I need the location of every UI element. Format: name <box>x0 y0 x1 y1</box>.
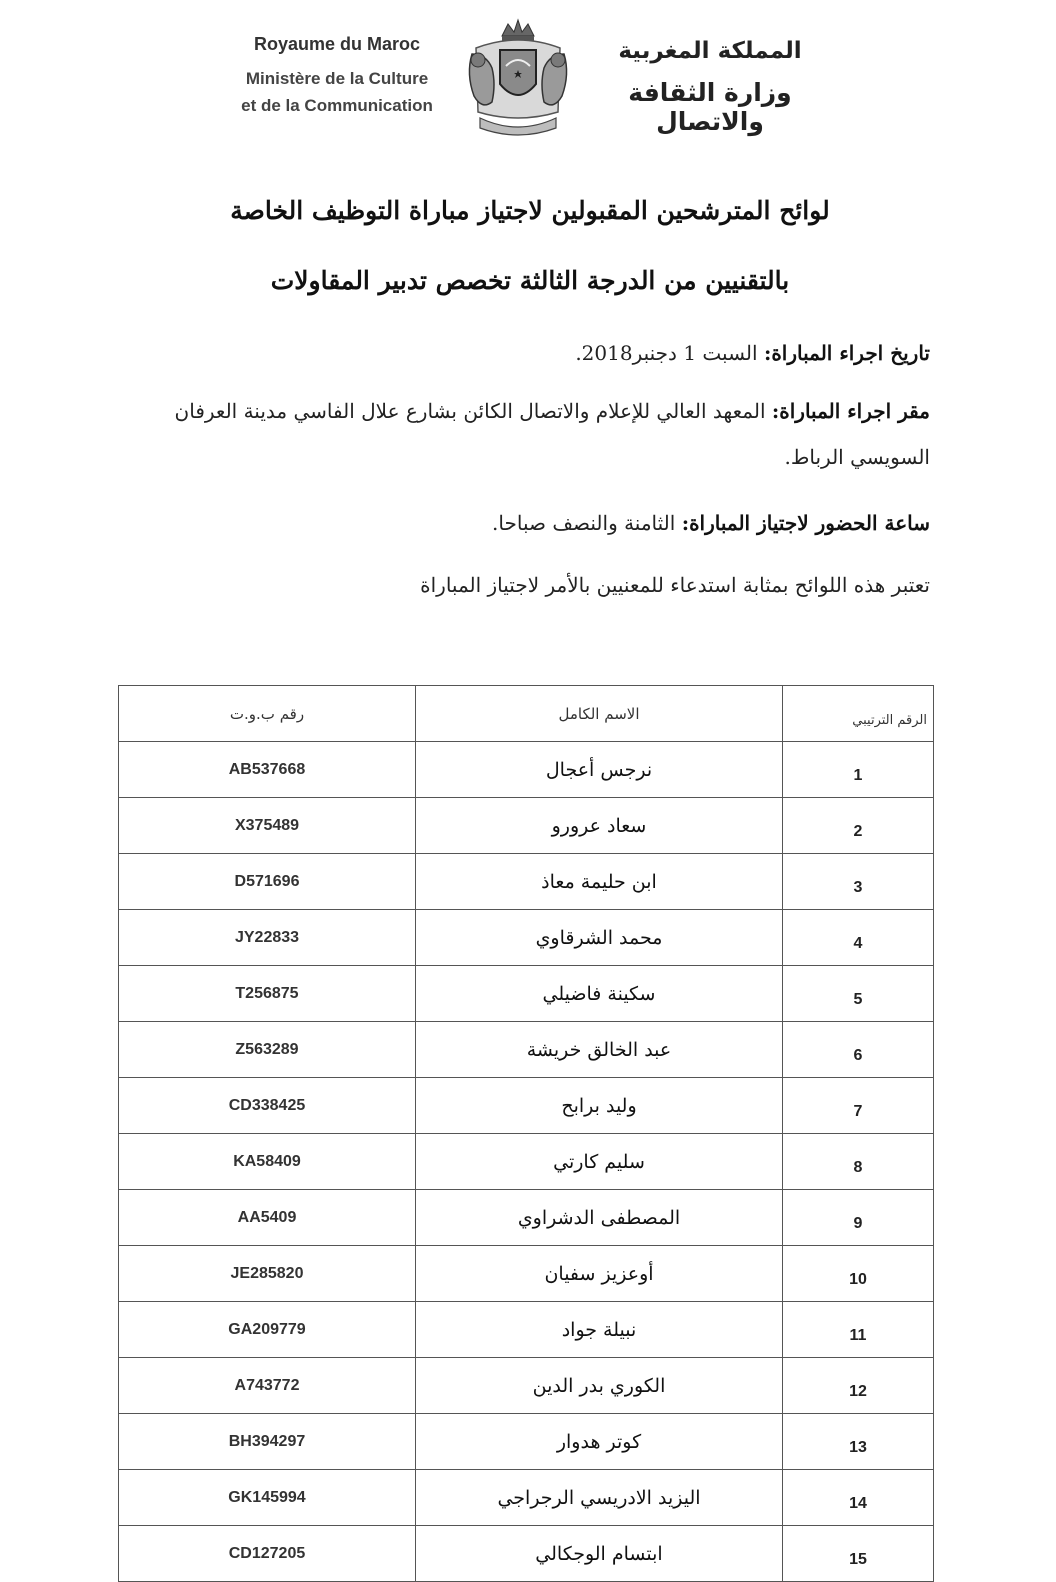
header-id-number: رقم ب.و.ت <box>119 686 416 742</box>
table-row <box>119 1246 934 1302</box>
table-row <box>119 1526 934 1582</box>
candidate-name: المصطفى الدشراوي <box>416 1190 783 1246</box>
candidate-rank: 2 <box>783 798 934 854</box>
candidate-name: اليزيد الادريسي الرجراجي <box>416 1470 783 1526</box>
header-ar-kingdom: المملكة المغربية <box>618 38 802 64</box>
header-fr-kingdom: Royaume du Maroc <box>253 34 421 54</box>
table-row <box>119 1190 934 1246</box>
table-row <box>119 1358 934 1414</box>
exam-venue-label: مقر اجراء المباراة: <box>771 399 930 423</box>
candidate-name: ابن حليمة معاذ <box>416 854 783 910</box>
convocation-note: تعتبر هذه اللوائح بمثابة استدعاء للمعنيين بالأمر لاجتياز المباراة <box>420 573 930 597</box>
candidate-name: نبيلة جواد <box>416 1302 783 1358</box>
exam-time-value: الثامنة والنصف صباحا. <box>492 511 682 535</box>
table-row <box>119 1470 934 1526</box>
header-french <box>232 34 442 119</box>
candidate-rank: 5 <box>783 966 934 1022</box>
candidate-name: ابتسام الوجكالي <box>416 1526 783 1582</box>
header-fr-ministry-1: Ministère de la Culture <box>245 69 429 88</box>
document-title-line-2: بالتقنيين من الدرجة الثالثة تخصص تدبير المقاولات <box>270 266 790 295</box>
candidate-rank: 4 <box>783 910 934 966</box>
candidate-id: D571696 <box>119 854 416 910</box>
candidate-id: T256875 <box>119 966 416 1022</box>
candidate-name: عبد الخالق خريشة <box>416 1022 783 1078</box>
candidate-name: وليد برابح <box>416 1078 783 1134</box>
exam-venue-value: المعهد العالي للإعلام والاتصال الكائن بشارع علال الفاسي مدينة العرفان السويسي الرباط. <box>174 399 930 469</box>
table-row <box>119 1414 934 1470</box>
candidate-name: سليم كارتي <box>416 1134 783 1190</box>
exam-date-value: السبت 1 دجنبر2018. <box>575 341 764 365</box>
header-full-name: الاسم الكامل <box>416 686 783 742</box>
candidate-rank: 9 <box>783 1190 934 1246</box>
candidate-id: X375489 <box>119 798 416 854</box>
candidate-name: أوعزيز سفيان <box>416 1246 783 1302</box>
candidate-id: A743772 <box>119 1358 416 1414</box>
candidate-name: كوتر هدوار <box>416 1414 783 1470</box>
table-row <box>119 1022 934 1078</box>
candidate-id: CD338425 <box>119 1078 416 1134</box>
candidate-id: GK145994 <box>119 1470 416 1526</box>
candidate-rank: 10 <box>783 1246 934 1302</box>
candidate-rank: 8 <box>783 1134 934 1190</box>
candidate-id: KA58409 <box>119 1134 416 1190</box>
table-row <box>119 742 934 798</box>
candidate-id: JE285820 <box>119 1246 416 1302</box>
candidate-id: GA209779 <box>119 1302 416 1358</box>
candidate-name: محمد الشرقاوي <box>416 910 783 966</box>
candidate-rank: 12 <box>783 1358 934 1414</box>
candidate-id: AA5409 <box>119 1190 416 1246</box>
candidate-name: سكينة فاضيلي <box>416 966 783 1022</box>
header-ar-ministry: وزارة الثقافة والاتصال <box>628 78 792 136</box>
header-rank-number: الرقم الترتيبي <box>783 686 934 742</box>
table-row <box>119 1078 934 1134</box>
exam-time-label: ساعة الحضور لاجتياز المباراة: <box>681 511 930 535</box>
candidate-id: CD127205 <box>119 1526 416 1582</box>
candidate-id: BH394297 <box>119 1414 416 1470</box>
candidate-rank: 15 <box>783 1526 934 1582</box>
candidate-rank: 7 <box>783 1078 934 1134</box>
candidate-name: سعاد عرورو <box>416 798 783 854</box>
exam-date <box>170 330 930 376</box>
header-arabic <box>585 38 835 136</box>
candidate-rank: 6 <box>783 1022 934 1078</box>
table-row <box>119 1302 934 1358</box>
candidate-rank: 13 <box>783 1414 934 1470</box>
table-row <box>119 854 934 910</box>
candidate-id: JY22833 <box>119 910 416 966</box>
candidates-table <box>118 685 934 1582</box>
document-title-line-1: لوائح المترشحين المقبولين لاجتياز مباراة التوظيف الخاصة <box>230 196 830 225</box>
candidate-name: الكوري بدر الدين <box>416 1358 783 1414</box>
table-row <box>119 910 934 966</box>
candidate-rank: 1 <box>783 742 934 798</box>
exam-venue <box>170 388 930 480</box>
exam-time <box>170 500 930 546</box>
exam-date-label: تاريخ اجراء المباراة: <box>763 341 930 365</box>
coat-of-arms-icon <box>462 14 574 138</box>
candidate-rank: 3 <box>783 854 934 910</box>
candidate-rank: 14 <box>783 1470 934 1526</box>
candidate-id: AB537668 <box>119 742 416 798</box>
table-row <box>119 966 934 1022</box>
table-header-row <box>119 686 934 742</box>
candidate-id: Z563289 <box>119 1022 416 1078</box>
table-row <box>119 798 934 854</box>
table-row <box>119 1134 934 1190</box>
candidate-name: نرجس أعجال <box>416 742 783 798</box>
candidate-rank: 11 <box>783 1302 934 1358</box>
header-fr-ministry-2: et de la Communication <box>241 96 433 115</box>
